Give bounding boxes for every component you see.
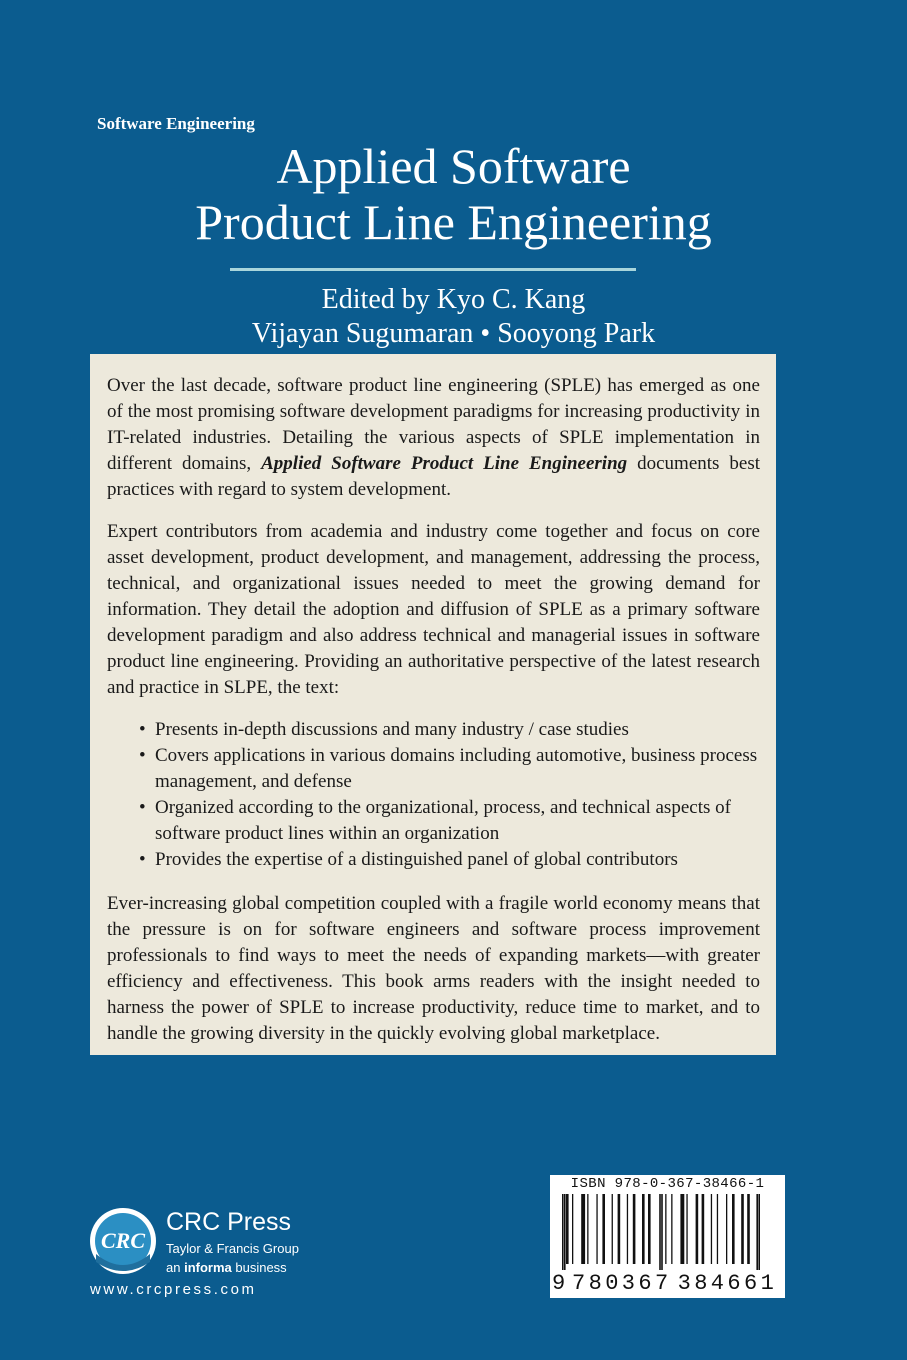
title-line-2: Product Line Engineering [195, 194, 712, 250]
list-item-text: Covers applications in various domains including automotive, business process management, and defense [155, 745, 758, 792]
bullet-icon: • [139, 745, 146, 766]
paragraph-1-text-start: Over the last decade, software product line engineering (SPLE) has emerged as one of the most promising software development paradigms for increasing productivity in IT-related industries. Detailing the various aspects of SPLE implementation in different domains, [107, 375, 760, 474]
barcode-bar [741, 1194, 744, 1264]
tagline-bold: informa [184, 1260, 232, 1275]
barcode-bar [642, 1194, 645, 1264]
barcode-digit: 0 [605, 1271, 619, 1296]
barcode-digit: 6 [727, 1271, 741, 1296]
list-item [139, 847, 760, 873]
tagline-prefix: an [166, 1260, 185, 1275]
barcode-digit: 4 [710, 1271, 724, 1296]
publisher-tagline [166, 1260, 287, 1275]
barcode-bar [671, 1194, 672, 1264]
feature-list [107, 717, 760, 873]
barcode-digit: 1 [760, 1271, 774, 1296]
barcode-digit: 7 [655, 1271, 669, 1296]
tagline-suffix: business [231, 1260, 287, 1275]
barcode-bar [587, 1194, 588, 1264]
barcode-bar [702, 1194, 705, 1264]
barcode-digit: 8 [588, 1271, 602, 1296]
barcode-bar [661, 1194, 663, 1270]
title-divider [230, 268, 636, 271]
list-item [139, 743, 760, 795]
barcode-bar [648, 1194, 651, 1264]
barcode-bar [717, 1194, 718, 1264]
barcode-digit: 9 [552, 1271, 566, 1296]
isbn-barcode [550, 1175, 785, 1298]
barcode-digit: 6 [744, 1271, 758, 1296]
description-paragraph-3: Ever-increasing global competition coupled with a fragile world economy means that the pressure is on for software engineers and software process improvement professionals to find ways to meet the needs of expanding markets—with greater efficiency and effectiveness. This book arms readers with the insight needed to harness the power of SPLE to increase productivity, reduce time to market, and to handle the growing diversity in the quickly evolving global marketplace. [107, 893, 760, 1044]
barcode-bar [686, 1194, 687, 1264]
barcode-bar [747, 1194, 750, 1264]
barcode-bar [726, 1194, 727, 1264]
publisher-url[interactable]: www.crcpress.com [90, 1281, 257, 1298]
logo-text: CRC [100, 1228, 146, 1253]
bullet-icon: • [139, 849, 146, 870]
book-title [0, 138, 907, 250]
barcode-digit: 6 [638, 1271, 652, 1296]
barcode-bar [633, 1194, 636, 1264]
book-title-inline: Applied Software Product Line Engineering [261, 453, 628, 474]
description-panel [90, 354, 776, 1055]
list-item [139, 795, 760, 847]
barcode-bar [627, 1194, 628, 1264]
barcode-bar [665, 1194, 666, 1264]
list-item-text: Presents in-depth discussions and many industry / case studies [155, 719, 629, 740]
paragraph-1-text-end: documents best practices with regard to system development. [107, 453, 760, 500]
barcode-digit: 3 [677, 1271, 691, 1296]
barcode-bar [659, 1194, 661, 1270]
list-item [139, 717, 760, 743]
list-item-text: Provides the expertise of a distinguished panel of global contributors [155, 849, 678, 870]
editors-line-2: Vijayan Sugumaran • Sooyong Park [251, 318, 656, 349]
title-line-1: Applied Software [276, 138, 631, 194]
barcode-bar [581, 1194, 585, 1264]
barcode-bar [612, 1194, 613, 1264]
isbn-text: ISBN 978-0-367-38466-1 [570, 1176, 765, 1192]
barcode-digit: 3 [621, 1271, 635, 1296]
crc-logo-icon [88, 1206, 158, 1276]
barcode-bar [732, 1194, 735, 1264]
publisher-group: Taylor & Francis Group [166, 1241, 299, 1256]
editors [0, 283, 907, 351]
publisher-name: CRC Press [166, 1208, 292, 1236]
barcode-bars [556, 1194, 779, 1270]
barcode-digit: 7 [572, 1271, 586, 1296]
barcode-digit: 8 [694, 1271, 708, 1296]
barcode-bar [711, 1194, 712, 1264]
barcode-bar [564, 1194, 566, 1270]
barcode-bar [596, 1194, 597, 1264]
barcode-bar [602, 1194, 605, 1264]
description-paragraph-2: Expert contributors from academia and industry come together and focus on core asset development, product development, and management, addressing the process, technical, and organizational issues needed to meet the growing demand for information. They detail the adoption and diffusion of SPLE as a primary software development paradigm and also address technical and managerial issues in software product line engineering. Providing an authoritative perspective of the latest research and practice in SLPE, the text: [107, 521, 760, 698]
list-item-text: Organized according to the organizational, process, and technical aspects of software product lines within an organization [155, 797, 731, 844]
barcode-bar [758, 1194, 760, 1270]
barcode-bar [572, 1194, 573, 1264]
barcode-bar [680, 1194, 684, 1264]
bullet-icon: • [139, 797, 146, 818]
barcode-bar [696, 1194, 699, 1264]
barcode-bar [756, 1194, 758, 1270]
description-paragraph-1 [107, 373, 760, 503]
barcode-bar [566, 1194, 569, 1264]
editors-line-1: Edited by Kyo C. Kang [321, 284, 586, 315]
barcode-bar [618, 1194, 621, 1264]
bullet-icon: • [139, 719, 146, 740]
barcode-bar [562, 1194, 564, 1270]
series-label: Software Engineering [97, 114, 255, 133]
